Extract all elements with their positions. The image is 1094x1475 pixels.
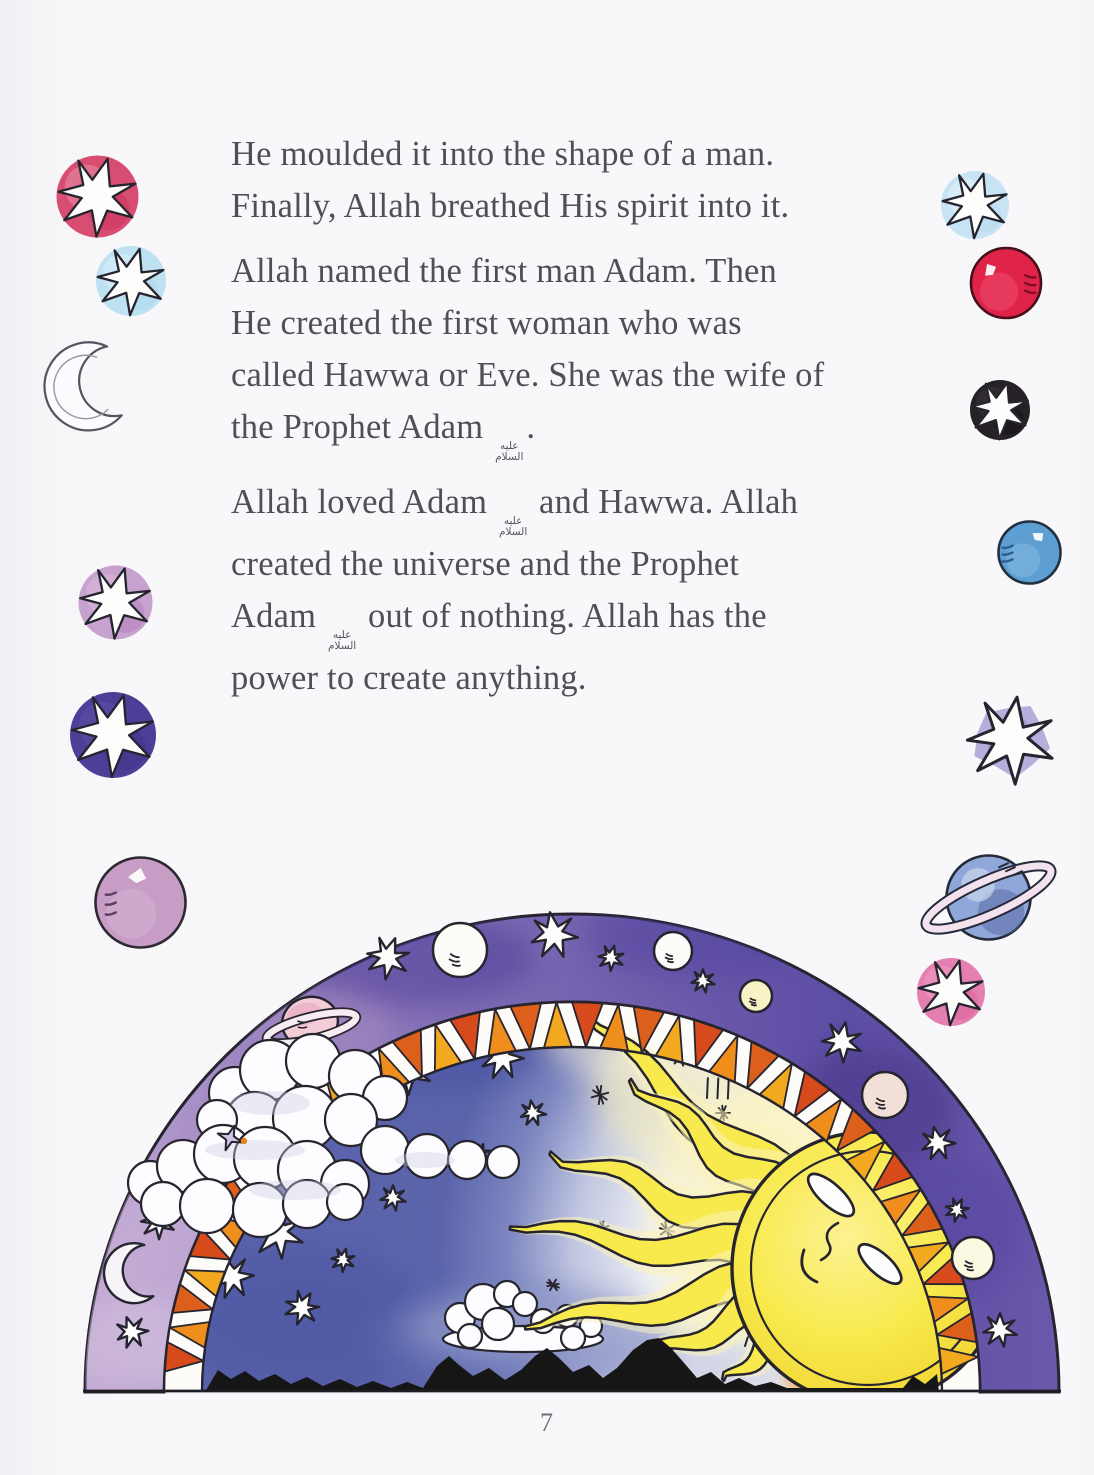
star-ball-crimson xyxy=(7,106,188,287)
page-number: 7 xyxy=(540,1408,554,1437)
honorific-alayhis-salam: عليه السلام xyxy=(327,629,357,653)
paragraph: He moulded it into the shape of a man. Finally, Allah breathed His spirit into it. xyxy=(231,135,790,225)
scene-illustration xyxy=(55,898,1065,1403)
star-ball-indigo xyxy=(18,640,208,830)
paragraph: Allah loved Adam عليه السلام and Hawwa. Allah created the universe and the Prophet Adam عليه السلام out of nothing. Allah has the power to create anything. xyxy=(231,483,799,698)
star-ball-lightblue xyxy=(54,204,208,358)
honorific-alayhis-salam: عليه السلام xyxy=(495,440,524,464)
star-ball-lilac xyxy=(34,521,197,684)
splotch-star-lavender xyxy=(923,652,1094,828)
star-ball-paleblue xyxy=(900,130,1050,280)
page-text xyxy=(231,128,911,717)
planet-blue xyxy=(961,484,1094,621)
crescent-moon xyxy=(0,288,192,482)
star-ball-black xyxy=(934,344,1066,476)
honorific-alayhis-salam: عليه السلام xyxy=(498,515,528,539)
paragraph: Allah named the first man Adam. Then He created the first woman who was called Hawwa or Eve. She was the wife of the Prophet Adam عليه السلام . xyxy=(231,252,825,464)
planet-red xyxy=(929,206,1083,360)
